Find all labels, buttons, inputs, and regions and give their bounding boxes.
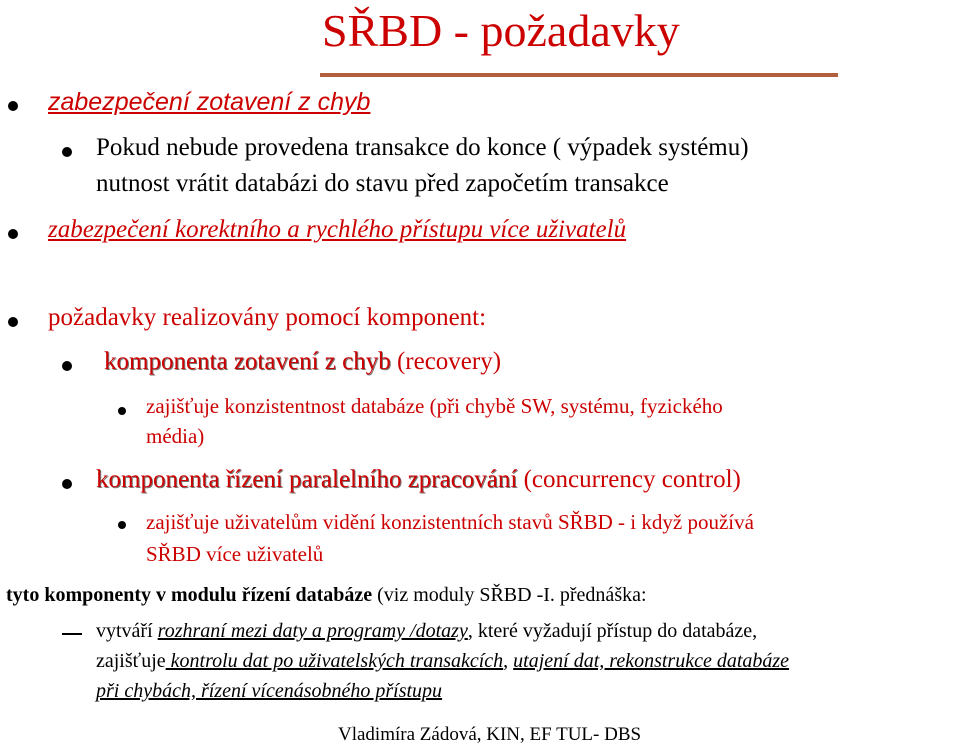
component-concurrency-desc-line2: SŘBD více uživatelů — [146, 542, 324, 566]
detail-line3: při chybách, řízení vícenásobného přístupu — [96, 680, 443, 702]
detail-line2-d: utajení dat, rekonstrukce databáze — [513, 650, 790, 672]
component-concurrency-name: komponenta řízení paralelního zpracování — [96, 466, 518, 493]
bullet-icon — [62, 361, 72, 371]
detail-line2 — [96, 650, 789, 673]
component-concurrency — [96, 466, 741, 495]
detail-line2-a: zajišťuje — [96, 650, 166, 672]
bullet-icon — [8, 317, 18, 327]
bullet-icon — [118, 407, 126, 415]
component-recovery-desc-line2: média) — [146, 424, 205, 448]
item-recovery: zabezpečení zotavení z chyb — [48, 88, 371, 116]
dash-icon — [62, 633, 82, 635]
bullet-icon — [118, 521, 126, 529]
component-recovery-name: komponenta zotavení z chyb — [104, 348, 391, 375]
slide-title: SŘBD - požadavky — [322, 5, 680, 56]
detail-line1-a: vytváří — [96, 620, 158, 642]
title-underline — [320, 73, 838, 77]
component-concurrency-english: (concurrency control) — [517, 466, 741, 493]
component-recovery — [104, 348, 501, 377]
note-bold: tyto komponenty v modulu řízení databáze — [6, 584, 373, 606]
item-components: požadavky realizovány pomocí komponent: — [48, 304, 487, 331]
component-concurrency-desc-line1: zajišťuje uživatelům vidění konzistentních stavů SŘBD - i když používá — [146, 510, 754, 534]
detail-line1 — [96, 620, 757, 643]
detail-line1-c: , které vyžadují přístup do databáze, — [467, 620, 758, 642]
item-recovery-desc-line2: nutnost vrátit databázi do stavu před započetím transakce — [96, 170, 669, 197]
note-rest: (viz moduly SŘBD -I. přednáška: — [372, 584, 647, 606]
detail-line2-b: kontrolu dat po uživatelských transakcích — [165, 650, 504, 672]
bullet-icon — [8, 101, 18, 111]
note-line — [6, 584, 647, 607]
bullet-icon — [62, 479, 72, 489]
detail-line1-b: rozhraní mezi daty a programy /dotazy — [157, 620, 468, 642]
item-recovery-desc-line1: Pokud nebude provedena transakce do konce ( výpadek systému) — [96, 134, 749, 161]
component-recovery-english: (recovery) — [390, 348, 502, 375]
bullet-icon — [8, 229, 18, 239]
bullet-icon — [62, 147, 72, 157]
component-recovery-desc-line1: zajišťuje konzistentnost databáze (při chybě SW, systému, fyzického — [146, 394, 723, 418]
footer-author: Vladimíra Zádová, KIN, EF TUL- DBS — [338, 724, 642, 745]
detail-line2-c: , — [503, 650, 514, 672]
item-access: zabezpečení korektního a rychlého přístupu více uživatelů — [48, 216, 627, 243]
